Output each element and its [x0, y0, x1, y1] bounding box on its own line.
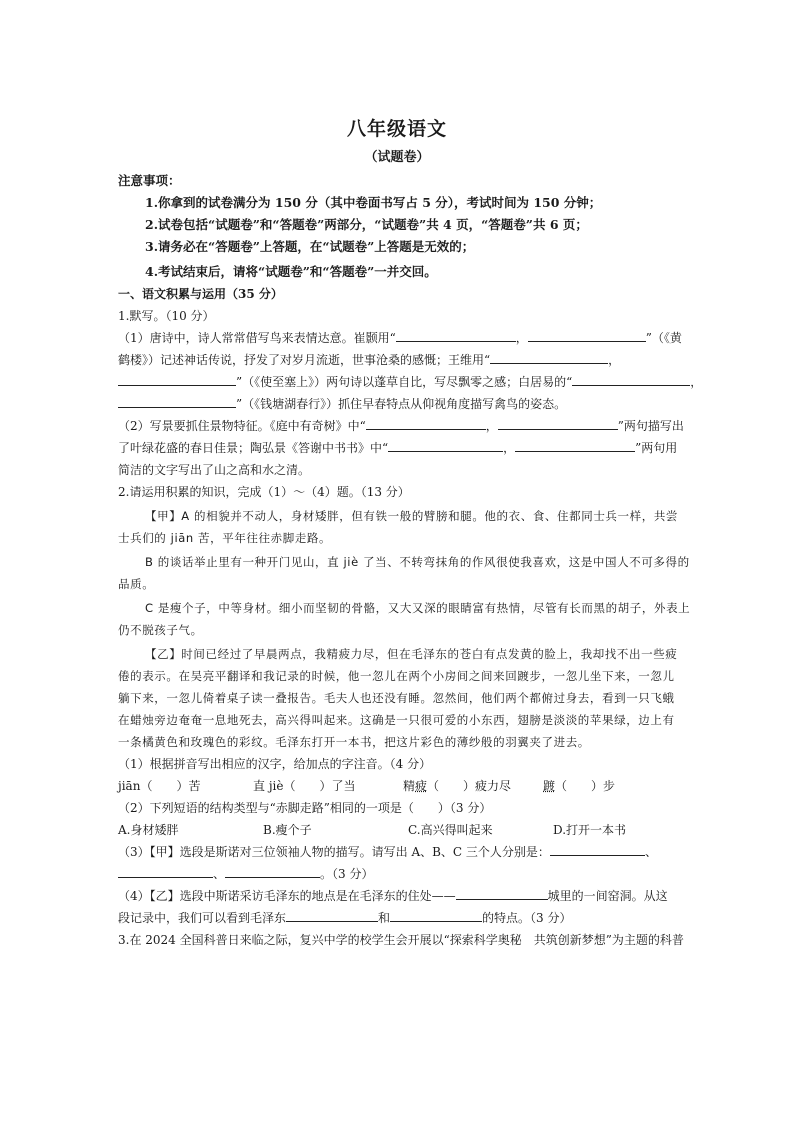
- text: 直 jiè（: [253, 779, 296, 793]
- text: ）了当: [319, 779, 356, 793]
- text: 。（3 分）: [320, 867, 374, 881]
- notice-item-2: 2.试卷包括“试题卷”和“答题卷”两部分，“试题卷”共 4 页，“答题卷”共 6 页；: [145, 217, 588, 232]
- passage-c-line2: 仍不脱孩子气。: [118, 623, 203, 637]
- text: ）疲力尽: [463, 779, 512, 793]
- notice-item-1: 1.你拿到的试卷满分为 150 分（其中卷面书写占 5 分），考试时间为 150 分钟；: [145, 195, 602, 210]
- option-d[interactable]: D.打开一本书: [553, 823, 627, 837]
- option-a[interactable]: A.身材矮胖: [118, 823, 179, 837]
- q1-part1-line3: [118, 373, 703, 391]
- q2-sub2-options: [118, 821, 678, 839]
- notice-heading: 注意事项：: [118, 173, 181, 188]
- option-c[interactable]: C.高兴得叫起来: [408, 823, 493, 837]
- answer-blank[interactable]: [396, 329, 516, 342]
- text: ，: [515, 331, 528, 345]
- text: ）步: [591, 779, 616, 793]
- page-title: 八年级语文: [346, 118, 447, 140]
- text: （: [427, 779, 440, 793]
- answer-blank[interactable]: [118, 395, 236, 408]
- section-heading: 一、语文积累与运用（35 分）: [118, 287, 283, 301]
- notice-item-4: 4.考试结束后，请将“试题卷”和“答题卷”一并交回。: [145, 264, 437, 279]
- answer-blank[interactable]: [118, 373, 236, 386]
- q2-sub4-line1: [118, 887, 678, 905]
- q1-stem: 1.默写。（10 分）: [118, 309, 215, 323]
- text: （2）写景要抓住景物特征。《庭中有奇树》中“: [118, 419, 366, 433]
- answer-blank[interactable]: [572, 373, 690, 386]
- sub1-item-1: [118, 777, 253, 795]
- passage-yi-line2: 倦的表示。在吴亮平翻译和我记录的时候，他一忽儿在两个小房间之间来回踱步，一忽儿坐下来，一忽儿: [118, 669, 675, 683]
- text: 、: [213, 867, 226, 881]
- passage-jia-line1: 【甲】A 的相貌并不动人，身材矮胖，但有铁一般的臂膀和腿。他的衣、食、住都同士兵一样，共尝: [145, 509, 679, 523]
- text: 的特点。（3 分）: [482, 911, 572, 925]
- passage-yi-line5: 一条橘黄色和玫瑰色的彩纹。毛泽东打开一本书，把这片彩色的薄纱般的羽翼夹了进去。: [118, 735, 590, 749]
- notice-item-3: 3.请务必在“答题卷”上答题，在“试题卷”上答题是无效的；: [145, 239, 475, 254]
- text: （1）唐诗中，诗人常常借写鸟来表情达意。崔颢用“: [118, 331, 396, 345]
- text: （4）【乙】选段中斯诺采访毛泽东的地点是在毛泽东的住处——: [118, 889, 456, 903]
- q2-sub2-stem: （2）下列短语的结构类型与“赤脚走路”相同的一项是（ ）（3 分）: [118, 801, 492, 815]
- passage-b-line1: B 的谈话举止里有一种开门见山，直 jiè 了当、不转弯抹角的作风很使我喜欢，这是中国人不可多得的: [145, 555, 690, 569]
- sub1-item-4: [543, 777, 653, 795]
- text: 和: [378, 911, 391, 925]
- q2-sub3-line2: [118, 865, 678, 883]
- q1-part1-line4: [118, 395, 678, 413]
- answer-blank[interactable]: [286, 909, 378, 922]
- answer-blank[interactable]: [550, 843, 645, 856]
- text: ，: [690, 375, 703, 389]
- answer-blank[interactable]: [366, 417, 486, 430]
- text: 鹤楼》）记述神话传说，抒发了对岁月流逝，世事沧桑的感慨；王维用“: [118, 353, 491, 367]
- answer-blank[interactable]: [118, 865, 213, 878]
- answer-blank[interactable]: [225, 865, 320, 878]
- page-subtitle: （试题卷）: [364, 150, 430, 165]
- text: ”（《黄: [645, 331, 682, 345]
- answer-blank[interactable]: [528, 329, 646, 342]
- dotted-char: 踱: [543, 779, 556, 793]
- text: 、: [644, 845, 657, 859]
- sub1-item-3: [403, 777, 543, 795]
- passage-jia-line2: 士兵们的 jiān 苦，平年往往赤脚走路。: [118, 531, 332, 545]
- q1-part1-line2: [118, 351, 678, 369]
- text: ”（《使至塞上》）两句诗以蓬草自比，写尽飘零之感；白居易的“: [236, 375, 573, 389]
- passage-yi-line3: 躺下来，一忽儿倚着桌子读一叠报告。毛夫人也还没有睡。忽然间，他们两个都俯过身去，看到一只飞蛾: [118, 691, 675, 705]
- passage-yi-line1: 【乙】时间已经过了早晨两点，我精疲力尽，但在毛泽东的苍白有点发黄的脸上，我却找不出一些疲: [145, 647, 678, 661]
- q2-stem: 2.请运用积累的知识，完成（1）～（4）题。（13 分）: [118, 485, 410, 499]
- text: ，: [485, 419, 498, 433]
- text: 段记录中，我们可以看到毛泽东: [118, 911, 287, 925]
- text: ，: [608, 353, 621, 367]
- q1-part2-line1: [118, 417, 684, 435]
- text: ”两句描写出: [617, 419, 684, 433]
- text: ）苦: [176, 779, 201, 793]
- answer-blank[interactable]: [515, 439, 635, 452]
- q1-part2-line2: [118, 439, 678, 457]
- passage-b-line2: 品质。: [118, 577, 155, 591]
- passage-yi-line4: 在蜡烛旁边奄奄一息地死去，高兴得叫起来。这确是一只很可爱的小东西，翅膀是淡淡的苹果绿，边上有: [118, 713, 675, 727]
- answer-blank[interactable]: [498, 417, 618, 430]
- q2-sub4-line2: [118, 909, 678, 927]
- q2-sub3-line1: [118, 843, 678, 861]
- q2-sub1-stem: （1）根据拼音写出相应的汉字，给加点的字注音。（4 分）: [118, 757, 432, 771]
- text: （3）【甲】选段是斯诺对三位领袖人物的描写。请写出 A、B、C 三个人分别是：: [118, 845, 550, 859]
- passage-c-line1: C 是瘦个子，中等身材。细小而坚韧的骨骼，又大又深的眼睛富有热情，尽管有长而黑的胡子，外表上: [145, 601, 691, 615]
- answer-blank[interactable]: [490, 351, 608, 364]
- answer-blank[interactable]: [388, 439, 503, 452]
- text: ，: [503, 441, 516, 455]
- text: 城里的一间窑洞。从这: [547, 889, 668, 903]
- sub1-item-2: [253, 777, 403, 795]
- q1-part1-line1: [118, 329, 682, 347]
- option-b[interactable]: B.瘦个子: [263, 823, 312, 837]
- answer-blank[interactable]: [390, 909, 482, 922]
- dotted-char: 疲: [415, 779, 428, 793]
- q3-line1: 3.在 2024 全国科普日来临之际，复兴中学的校学生会开展以“探索科学奥秘 共筑创新梦想”为主题的科普: [118, 933, 684, 947]
- text: （: [555, 779, 568, 793]
- answer-blank[interactable]: [456, 887, 548, 900]
- text: ”（《钱塘湖春行》）抓住早春特点从仰视角度描写禽鸟的姿态。: [236, 397, 567, 411]
- text: ”两句用: [635, 441, 678, 455]
- q1-part2-line3: 简洁的文字写出了山之高和水之清。: [118, 463, 311, 477]
- text: jiān（: [118, 779, 153, 793]
- q2-sub1-items: [118, 777, 678, 795]
- text: 了叶绿花盛的春日佳景；陶弘景《答谢中书书》中“: [118, 441, 389, 455]
- text: 精: [403, 779, 416, 793]
